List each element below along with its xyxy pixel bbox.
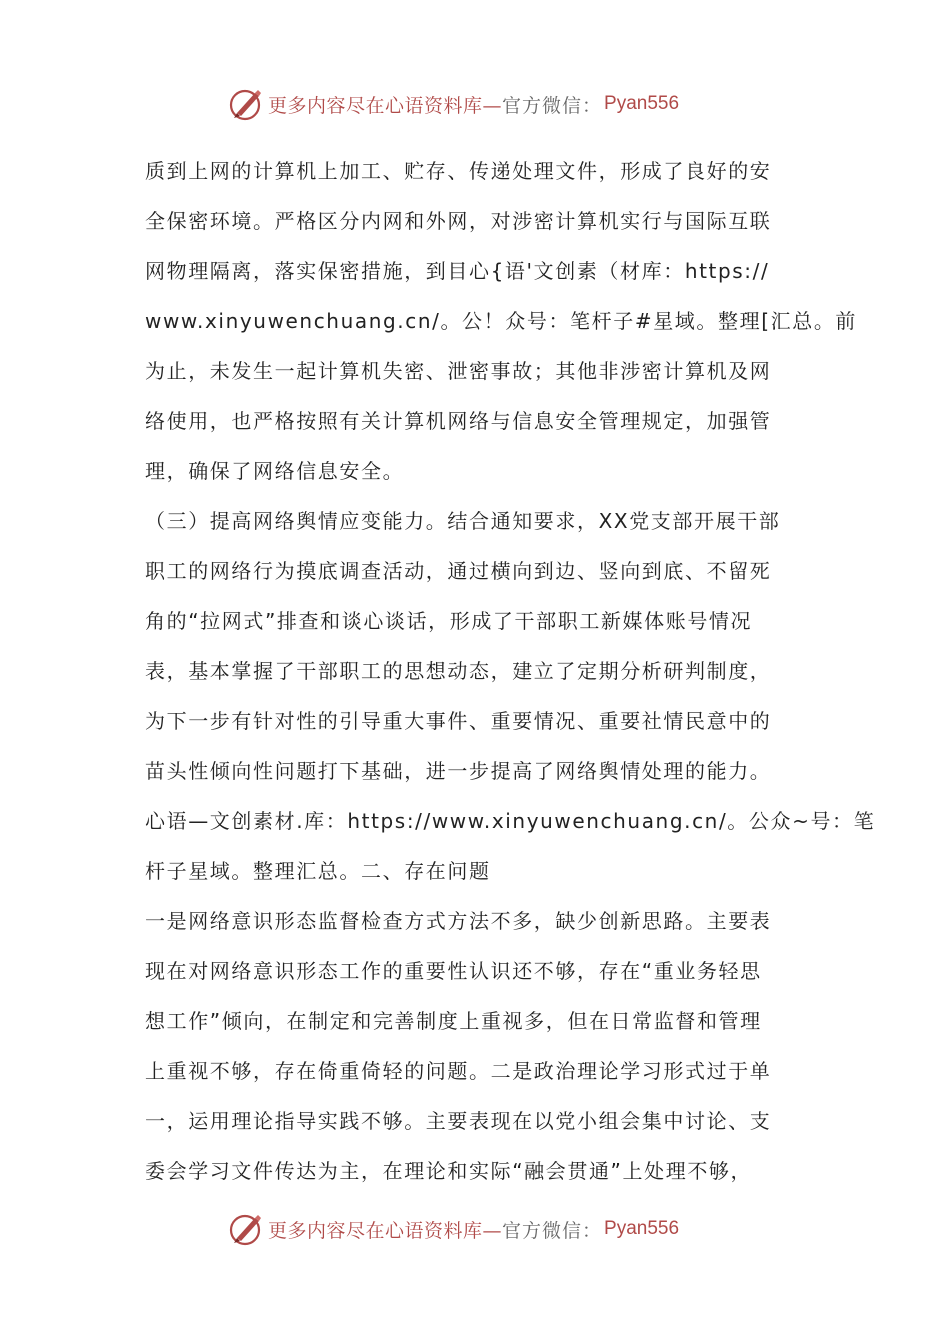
body-line: 络使用，也严格按照有关计算机网络与信息安全管理规定，加强管 [145, 409, 772, 433]
body-line: 苗头性倾向性问题打下基础，进一步提高了网络舆情处理的能力。 [145, 759, 772, 783]
header-banner [228, 86, 679, 122]
banner-wechat-label: 官方微信： [502, 1219, 603, 1242]
body-line: 表，基本掌握了干部职工的思想动态，建立了定期分析研判制度， [145, 659, 772, 683]
body-line: 全保密环境。严格区分内网和外网，对涉密计算机实行与国际互联 [145, 209, 772, 233]
body-line: 一是网络意识形态监督检查方式方法不多，缺少创新思路。主要表 [145, 909, 772, 933]
body-line: 心语—文创素材.库：https://www.xinyuwenchuang.cn/。公众~号：笔 [145, 809, 876, 833]
body-line: 委会学习文件传达为主，在理论和实际“融会贯通”上处理不够， [145, 1159, 753, 1183]
body-line: 现在对网络意识形态工作的重要性认识还不够，存在“重业务轻思 [145, 959, 762, 983]
body-line: 角的“拉网式”排查和谈心谈话，形成了干部职工新媒体账号情况 [145, 609, 753, 633]
body-line: 为下一步有针对性的引导重大事件、重要情况、重要社情民意中的 [145, 709, 772, 733]
body-line: www.xinyuwenchuang.cn/。公！众号：笔杆子#星域。整理[汇总。前 [145, 309, 858, 333]
pen-logo-icon [228, 86, 264, 122]
banner-wechat-id: Pyan556 [604, 1218, 680, 1239]
body-line: 网物理隔离，落实保密措施，到目心{语'文创素（材库：https:// [145, 259, 770, 283]
body-line: 一，运用理论指导实践不够。主要表现在以党小组会集中讨论、支 [145, 1109, 772, 1133]
body-line: 理，确保了网络信息安全。 [145, 459, 405, 483]
document-body [145, 146, 876, 1196]
body-line: 上重视不够，存在倚重倚轻的问题。二是政治理论学习形式过于单 [145, 1059, 772, 1083]
body-line: （三）提高网络舆情应变能力。结合通知要求，XX党支部开展干部 [145, 509, 781, 533]
body-line: 杆子星域。整理汇总。二、存在问题 [145, 859, 491, 883]
body-line: 为止，未发生一起计算机失密、泄密事故；其他非涉密计算机及网 [145, 359, 772, 383]
footer-banner [228, 1211, 679, 1247]
body-line: 质到上网的计算机上加工、贮存、传递处理文件，形成了良好的安 [145, 159, 772, 183]
banner-wechat-label: 官方微信： [502, 94, 603, 117]
banner-wechat-id: Pyan556 [604, 93, 680, 114]
banner-slogan: 更多内容尽在心语资料库— [268, 94, 503, 117]
banner-slogan: 更多内容尽在心语资料库— [268, 1219, 503, 1242]
body-line: 想工作”倾向，在制定和完善制度上重视多，但在日常监督和管理 [145, 1009, 762, 1033]
body-line: 职工的网络行为摸底调查活动，通过横向到边、竖向到底、不留死 [145, 559, 772, 583]
pen-logo-icon [228, 1211, 264, 1247]
